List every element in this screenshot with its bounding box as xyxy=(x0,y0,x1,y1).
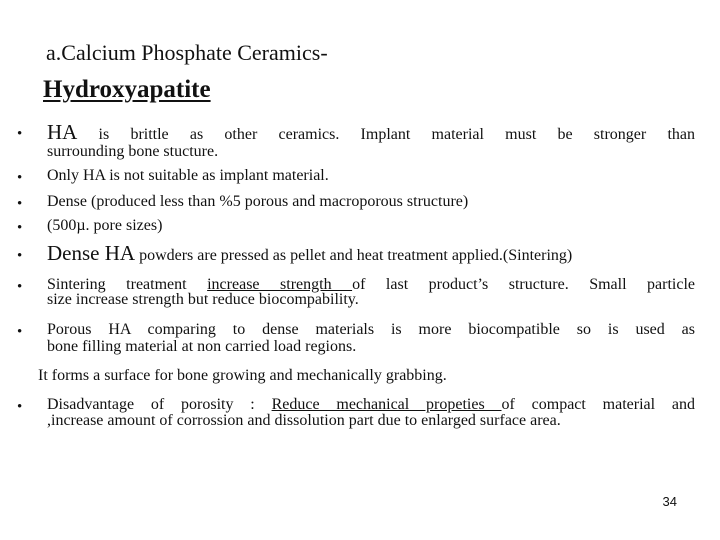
bullet-1-lead: HA xyxy=(47,120,78,144)
bullet-marker: • xyxy=(17,170,23,186)
title-line-2: Hydroxyapatite xyxy=(43,76,211,103)
bullet-marker: • xyxy=(17,399,23,415)
bullet-3-text: Dense (produced less than %5 porous and macroporous structure) xyxy=(47,193,469,210)
bullet-7-line-1: Porous HA comparing to dense materials is more biocompatible so is used as xyxy=(47,321,695,338)
bullet-8-underlined: Reduce mechanical propeties xyxy=(271,396,502,413)
bullet-marker: • xyxy=(17,279,23,295)
bullet-6-post: of last product’s structure. Small particle xyxy=(352,276,696,293)
bullet-1-line-2: surrounding bone stucture. xyxy=(47,143,219,160)
bullet-6-line-2: size increase strength but reduce biocompability. xyxy=(47,291,359,308)
bullet-marker: • xyxy=(17,248,23,264)
bullet-5-lead: Dense HA xyxy=(47,241,136,265)
bullet-4-text: (500µ. pore sizes) xyxy=(47,217,163,234)
title-line-1: a.Calcium Phosphate Ceramics- xyxy=(46,40,328,65)
bullet-marker: • xyxy=(17,126,23,142)
bullet-6-underlined: increase strength xyxy=(207,276,353,293)
paragraph-text: It forms a surface for bone growing and mechanically grabbing. xyxy=(38,367,447,384)
bullet-2-text: Only HA is not suitable as implant material. xyxy=(47,167,329,184)
bullet-marker: • xyxy=(17,196,23,212)
bullet-marker: • xyxy=(17,324,23,340)
bullet-6-pre: Sintering treatment xyxy=(47,276,208,293)
bullet-8-pre: Disadvantage of porosity : xyxy=(47,396,272,413)
bullet-8-post: of compact material and xyxy=(501,396,696,413)
bullet-1-line-1 xyxy=(47,120,695,145)
bullet-8-line-2: ,increase amount of corrossion and dissolution part due to enlarged surface area. xyxy=(47,412,561,429)
bullet-marker: • xyxy=(17,220,23,236)
bullet-5-text: powders are pressed as pellet and heat treatment applied.(Sintering) xyxy=(135,247,573,264)
page-number: 34 xyxy=(662,494,677,509)
bullet-5-line xyxy=(47,241,572,266)
bullet-1-text: is brittle as other ceramics. Implant material must be stronger than xyxy=(77,126,695,143)
bullet-7-line-2: bone filling material at non carried load regions. xyxy=(47,338,357,355)
